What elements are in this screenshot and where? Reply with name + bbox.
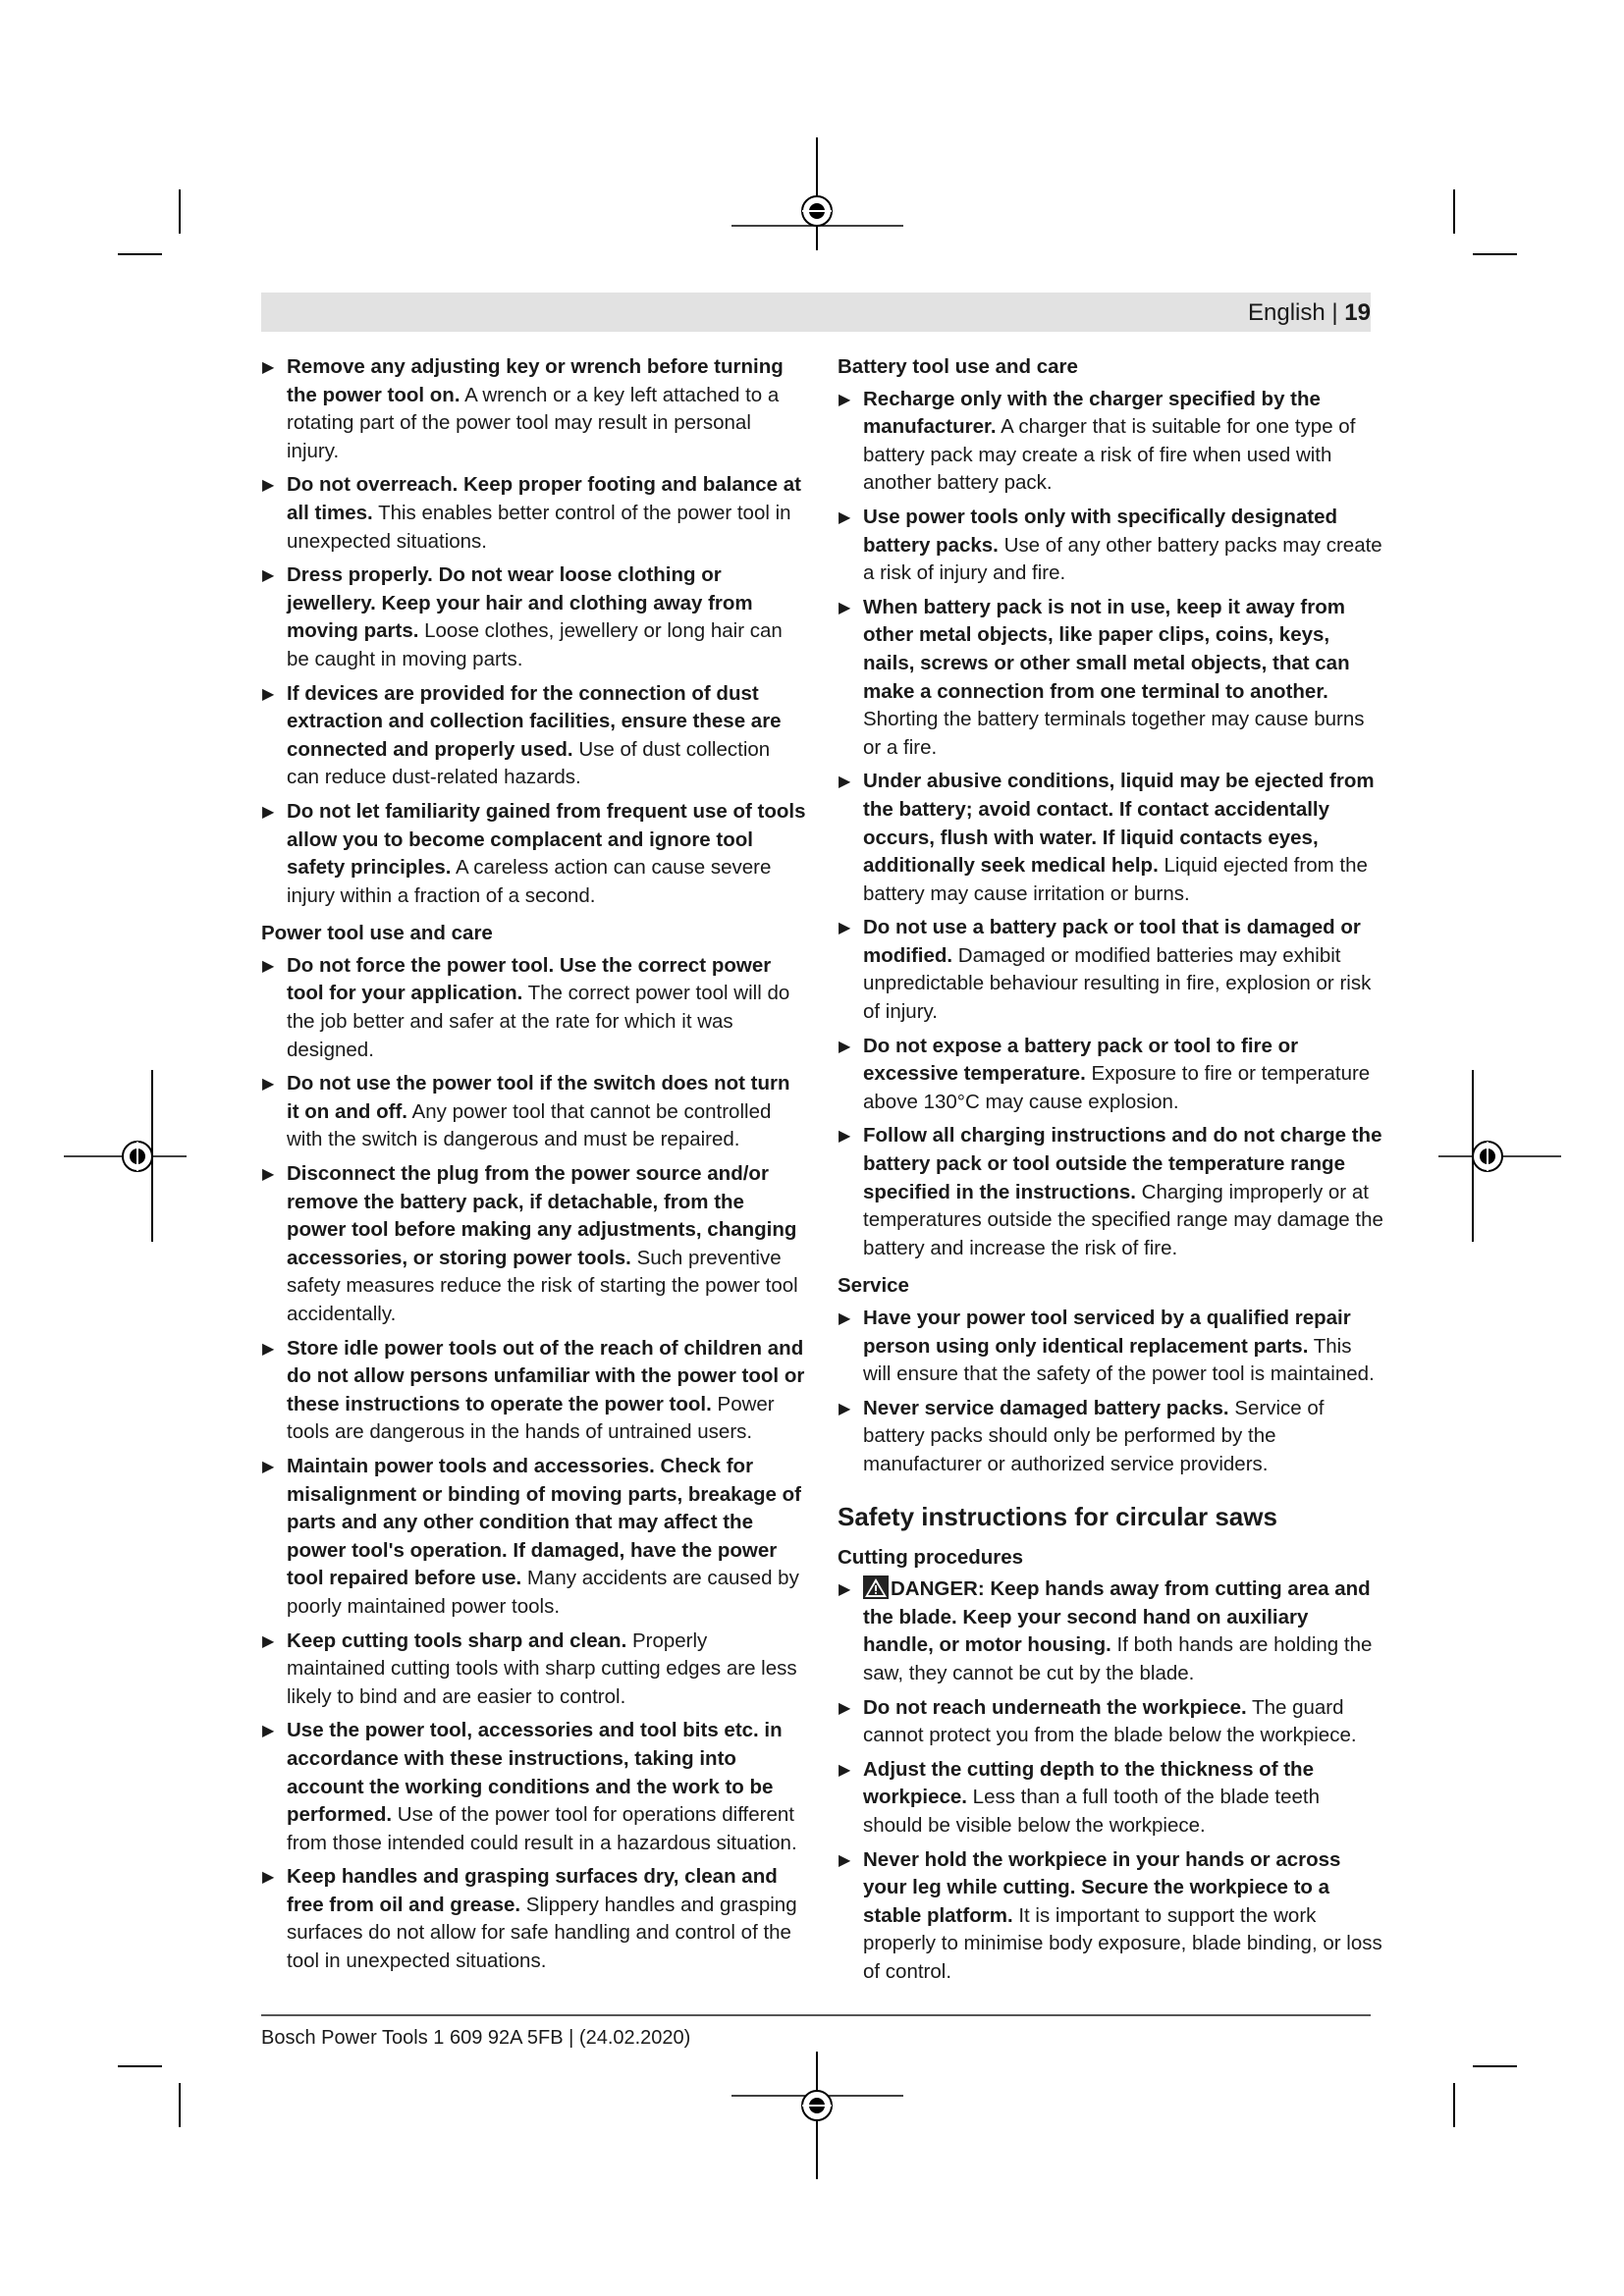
item-text: Loose clothes, jewellery or long hair can be caught in moving parts.	[287, 619, 783, 670]
list-item	[261, 1717, 807, 1857]
service-items	[838, 1305, 1383, 1479]
bullet-icon: ▶	[262, 957, 275, 975]
header-bar	[261, 293, 1371, 332]
bullet-icon: ▶	[839, 1038, 851, 1055]
item-text: Any power tool that cannot be controlled with the switch is dangerous and must be repaired.	[287, 1099, 772, 1151]
list-item	[261, 471, 807, 556]
battery-items	[838, 386, 1383, 1263]
crop-mark	[1453, 2083, 1455, 2127]
bullet-icon: ▶	[839, 1128, 851, 1146]
item-bold-text: Under abusive conditions, liquid may be ejected from the battery; avoid contact. If contact accidentally occurs, flush with water. If liquid contacts eyes, additionally seek medical help.	[863, 770, 1375, 878]
item-text: This will ensure that the safety of the power tool is maintained.	[863, 1334, 1375, 1386]
page-number: 19	[1344, 299, 1371, 326]
warning-triangle-icon	[863, 1575, 889, 1599]
item-text: The correct power tool will do the job better and safer at the rate for which it was designed.	[287, 982, 790, 1061]
crop-mark	[118, 253, 162, 255]
bullet-icon: ▶	[262, 567, 275, 585]
bullet-icon: ▶	[262, 1632, 275, 1650]
heading-circular-saws: Safety instructions for circular saws	[838, 1501, 1277, 1531]
item-text: Service of battery packs should only be performed by the manufacturer or authorized service providers.	[863, 1396, 1325, 1475]
list-item	[261, 1863, 807, 1975]
item-text: A careless action can cause severe injury within a fraction of a second.	[287, 856, 772, 907]
item-bold-text: Never hold the workpiece in your hands or across your leg while cutting. Secure the workpiece to a stable platform.	[863, 1847, 1341, 1927]
bullet-icon: ▶	[262, 1166, 275, 1184]
danger-item-text: If both hands are holding the saw, they cannot be cut by the blade.	[863, 1633, 1373, 1684]
left-items-top	[261, 353, 807, 910]
bullet-icon: ▶	[262, 359, 275, 376]
item-text: Properly maintained cutting tools with sharp cutting edges are less likely to bind and are easier to control.	[287, 1629, 797, 1708]
item-bold-text: Disconnect the plug from the power source and/or remove the battery pack, if detachable, from the power tool before making any adjustments, changing accessories, or storing power tools.	[287, 1162, 797, 1269]
item-bold-text: Use power tools only with specifically designated battery packs.	[863, 505, 1338, 557]
item-text: A wrench or a key left attached to a rotating part of the power tool may result in personal injury.	[287, 383, 780, 462]
item-text: Shorting the battery terminals together may cause burns or a fire.	[863, 708, 1365, 759]
list-item	[261, 353, 807, 465]
running-header	[1248, 297, 1371, 329]
item-bold-text: Adjust the cutting depth to the thickness of the workpiece.	[863, 1757, 1314, 1809]
item-bold-text: Do not overreach. Keep proper footing and balance at all times.	[287, 473, 801, 524]
item-bold-text: Maintain power tools and accessories. Check for misalignment or binding of moving parts, breakage of parts and any other condition that may affect the power tool's operation. If damaged, have the power tool repaired before use.	[287, 1454, 801, 1590]
item-bold-text: Never service damaged battery packs.	[863, 1396, 1229, 1419]
item-bold-text: Recharge only with the charger specified by the manufacturer.	[863, 387, 1321, 439]
list-item	[838, 594, 1383, 763]
item-bold-text: Use the power tool, accessories and tool bits etc. in accordance with these instructions, taking into account the working conditions and the work to be performed.	[287, 1719, 783, 1827]
left-items-section	[261, 952, 807, 1976]
bullet-icon: ▶	[262, 803, 275, 821]
list-item	[838, 1122, 1383, 1262]
list-item	[838, 1305, 1383, 1389]
list-item	[838, 914, 1383, 1026]
bullet-icon: ▶	[262, 1340, 275, 1358]
footer-text: Bosch Power Tools 1 609 92A 5FB | (24.02.2020)	[261, 2027, 691, 2049]
crop-mark	[1473, 253, 1517, 255]
bullet-icon: ▶	[262, 1076, 275, 1094]
bullet-icon: ▶	[839, 1761, 851, 1779]
item-text: Use of the power tool for operations different from those intended could result in a hazardous situation.	[287, 1803, 797, 1854]
bullet-icon: ▶	[839, 920, 851, 937]
bullet-icon: ▶	[839, 599, 851, 616]
header-language: English	[1248, 299, 1326, 326]
crop-mark	[179, 2083, 181, 2127]
bullet-icon: ▶	[262, 1869, 275, 1887]
bullet-icon: ▶	[262, 1458, 275, 1475]
section-title-power-tool-use: Power tool use and care	[261, 922, 493, 945]
item-text: Exposure to fire or temperature above 130°C may cause explosion.	[863, 1062, 1371, 1113]
list-item	[838, 1846, 1383, 1987]
item-text: Many accidents are caused by poorly maintained power tools.	[287, 1567, 799, 1618]
item-bold-text: Remove any adjusting key or wrench before turning the power tool on.	[287, 355, 784, 406]
crop-mark	[1453, 189, 1455, 234]
bullet-icon: ▶	[839, 774, 851, 791]
item-text: Use of dust collection can reduce dust-related hazards.	[287, 737, 771, 789]
list-item	[261, 1160, 807, 1329]
cutting-items	[838, 1694, 1383, 1987]
list-item	[838, 1756, 1383, 1841]
list-item	[838, 1395, 1383, 1479]
crop-mark	[179, 189, 181, 234]
list-item	[838, 1694, 1383, 1750]
section-title-cutting: Cutting procedures	[838, 1545, 1024, 1569]
list-item	[261, 1335, 807, 1447]
list-item	[261, 952, 807, 1064]
item-text: Slippery handles and grasping surfaces do not allow for safe handling and control of the tool in unexpected situations.	[287, 1893, 797, 1973]
item-text: It is important to support the work properly to minimise body exposure, blade binding, or loss of control.	[863, 1903, 1382, 1983]
list-item	[838, 1033, 1383, 1117]
bullet-icon: ▶	[839, 1310, 851, 1327]
item-text: Use of any other battery packs may create a risk of injury and fire.	[863, 533, 1382, 585]
bullet-icon: ▶	[839, 1400, 851, 1417]
crop-mark	[1473, 2065, 1517, 2067]
registration-mark-icon	[731, 2052, 903, 2179]
item-bold-text: Do not let familiarity gained from frequent use of tools allow you to become complacent and ignore tool safety principles.	[287, 799, 806, 880]
footer-rule	[261, 2014, 1371, 2016]
bullet-icon: ▶	[839, 1699, 851, 1717]
item-bold-text: When battery pack is not in use, keep it away from other metal objects, like paper clips, coins, keys, nails, screws or other small metal objects, that can make a connection from one terminal to another.	[863, 595, 1350, 703]
danger-item	[838, 1575, 1383, 1687]
danger-item-bold: DANGER: Keep hands away from cutting area and the blade. Keep your second hand on auxiliary handle, or motor housing.	[863, 1577, 1371, 1657]
item-bold-text: Dress properly. Do not wear loose clothing or jewellery. Keep your hair and clothing away from moving parts.	[287, 563, 753, 643]
item-text: A charger that is suitable for one type of battery pack may create a risk of fire when used with another battery pack.	[863, 415, 1356, 495]
item-bold-text: Have your power tool serviced by a qualified repair person using only identical replacement parts.	[863, 1307, 1351, 1358]
item-bold-text: If devices are provided for the connection of dust extraction and collection facilities, ensure these are connected and properly used.	[287, 681, 782, 761]
item-text: This enables better control of the power tool in unexpected situations.	[287, 501, 791, 553]
registration-mark-icon	[1438, 1070, 1561, 1242]
header-separator: |	[1331, 299, 1338, 326]
item-bold-text: Do not reach underneath the workpiece.	[863, 1695, 1247, 1719]
item-text: Liquid ejected from the battery may cause irritation or burns.	[863, 854, 1368, 905]
list-item	[261, 1070, 807, 1154]
item-bold-text: Keep handles and grasping surfaces dry, clean and free from oil and grease.	[287, 1865, 778, 1916]
list-item	[261, 798, 807, 910]
item-text: Damaged or modified batteries may exhibit unpredictable behaviour resulting in fire, explosion or risk of injury.	[863, 943, 1372, 1024]
registration-mark-icon	[64, 1070, 187, 1242]
item-text: Such preventive safety measures reduce the risk of starting the power tool accidentally.	[287, 1246, 798, 1325]
item-text: Power tools are dangerous in the hands of untrained users.	[287, 1392, 775, 1444]
list-item	[261, 1453, 807, 1622]
item-bold-text: Store idle power tools out of the reach of children and do not allow persons unfamiliar with the power tool or these instructions to operate the power tool.	[287, 1336, 805, 1415]
bullet-icon: ▶	[839, 508, 851, 526]
section-title-service: Service	[838, 1274, 909, 1298]
item-bold-text: Do not force the power tool. Use the correct power tool for your application.	[287, 953, 772, 1005]
registration-mark-icon	[731, 137, 903, 250]
bullet-icon: ▶	[839, 391, 851, 408]
crop-mark	[118, 2065, 162, 2067]
list-item	[838, 386, 1383, 498]
item-text: Less than a full tooth of the blade teeth should be visible below the workpiece.	[863, 1786, 1320, 1837]
list-item	[838, 768, 1383, 908]
item-bold-text: Keep cutting tools sharp and clean.	[287, 1629, 627, 1652]
list-item	[261, 1628, 807, 1712]
bullet-icon: ▶	[262, 477, 275, 495]
list-item	[261, 680, 807, 792]
item-bold-text: Do not use the power tool if the switch does not turn it on and off.	[287, 1072, 790, 1123]
right-column	[838, 353, 1383, 1992]
bullet-icon: ▶	[262, 1723, 275, 1740]
left-column	[261, 353, 807, 1982]
item-bold-text: Follow all charging instructions and do not charge the battery pack or tool outside the temperature range specified in the instructions.	[863, 1124, 1382, 1203]
item-text: The guard cannot protect you from the blade below the workpiece.	[863, 1695, 1357, 1747]
bullet-icon: ▶	[262, 685, 275, 703]
bullet-icon: ▶	[839, 1851, 851, 1869]
item-text: Charging improperly or at temperatures outside the specified range may damage the battery and increase the risk of fire.	[863, 1180, 1383, 1259]
list-item	[838, 504, 1383, 588]
item-bold-text: Do not use a battery pack or tool that is damaged or modified.	[863, 916, 1361, 967]
item-bold-text: Do not expose a battery pack or tool to fire or excessive temperature.	[863, 1034, 1299, 1086]
list-item	[261, 561, 807, 673]
section-title-battery: Battery tool use and care	[838, 355, 1078, 378]
bullet-icon: ▶	[839, 1581, 851, 1599]
